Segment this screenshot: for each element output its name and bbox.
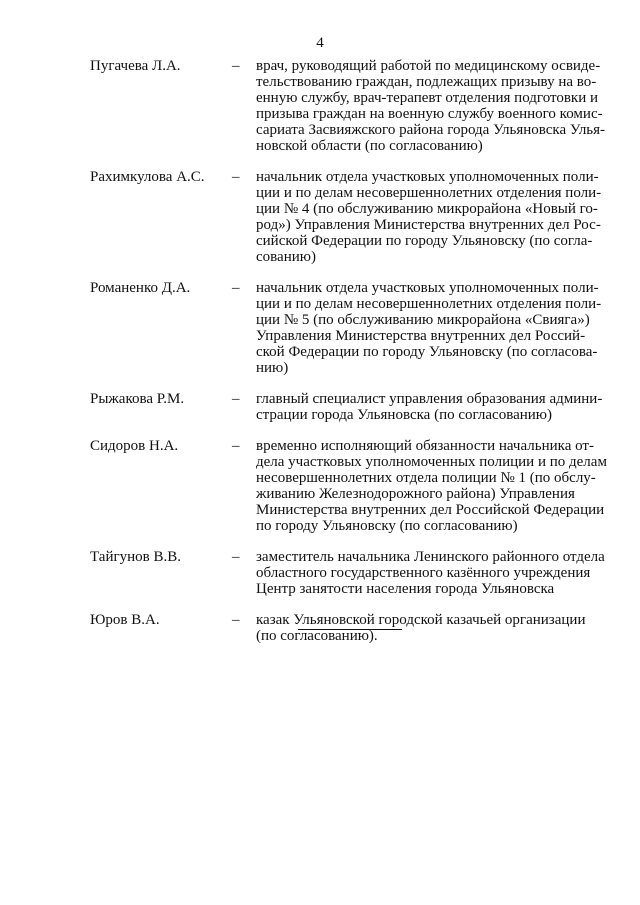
dash: – (232, 58, 240, 74)
member-entry (90, 280, 620, 376)
dash: – (232, 280, 240, 296)
member-entry (90, 169, 620, 265)
dash: – (232, 612, 240, 628)
member-role: врач, руководящий работой по медицинскому освиде- тельствованию граждан, подлежащих призыву на во- енную службу, врач-терапевт отделения подготовки и призыва граждан на военную службу военного комис- сариата Засвияжского района города Ульяновска Улья- новской области (по согласованию) (256, 58, 606, 154)
member-name: Романенко Д.А. (90, 280, 191, 296)
member-role: заместитель начальника Ленинского районного отдела областного государственного казённого учреждения Центр занятости населения города Ульяновска (256, 549, 605, 597)
member-role: временно исполняющий обязанности начальника от- дела участковых уполномоченных полиции и по делам несовершеннолетних отдела полиции № 1 (по обслу- живанию Железнодорожного района) Управления Министерства внутренних дел Российской Федерации по городу Ульяновску (по согласованию) (256, 438, 607, 534)
page-number: 4 (316, 35, 324, 51)
closing-separator-line (298, 629, 402, 630)
member-role: казак Ульяновской городской казачьей организации (по согласованию). (256, 612, 586, 644)
member-entry (90, 612, 620, 644)
dash: – (232, 169, 240, 185)
member-role: начальник отдела участковых уполномоченных поли- ции и по делам несовершеннолетних отделения поли- ции № 5 (по обслуживанию микрорайона «Свияга») Управления Министерства внутренних дел Россий- ской Федерации по городу Ульяновску (по согласова- нию) (256, 280, 602, 376)
member-list (90, 58, 620, 644)
member-name: Рыжакова Р.М. (90, 391, 185, 407)
member-name: Рахимкулова А.С. (90, 169, 205, 185)
dash: – (232, 438, 240, 454)
member-name: Пугачева Л.А. (90, 58, 181, 74)
dash: – (232, 549, 240, 565)
member-entry (90, 549, 620, 597)
member-name: Юров В.А. (90, 612, 160, 628)
member-role: главный специалист управления образования админи- страции города Ульяновска (по согласованию) (256, 391, 603, 423)
member-entry (90, 391, 620, 423)
member-name: Тайгунов В.В. (90, 549, 181, 565)
member-role: начальник отдела участковых уполномоченных поли- ции и по делам несовершеннолетних отделения поли- ции № 4 (по обслуживанию микрорайона «Новый го- род») Управления Министерства внутренних дел Рос- сийской Федерации по городу Ульяновску (по согла- сованию) (256, 169, 602, 265)
member-entry (90, 438, 620, 534)
member-name: Сидоров Н.А. (90, 438, 179, 454)
dash: – (232, 391, 240, 407)
member-entry (90, 58, 620, 154)
